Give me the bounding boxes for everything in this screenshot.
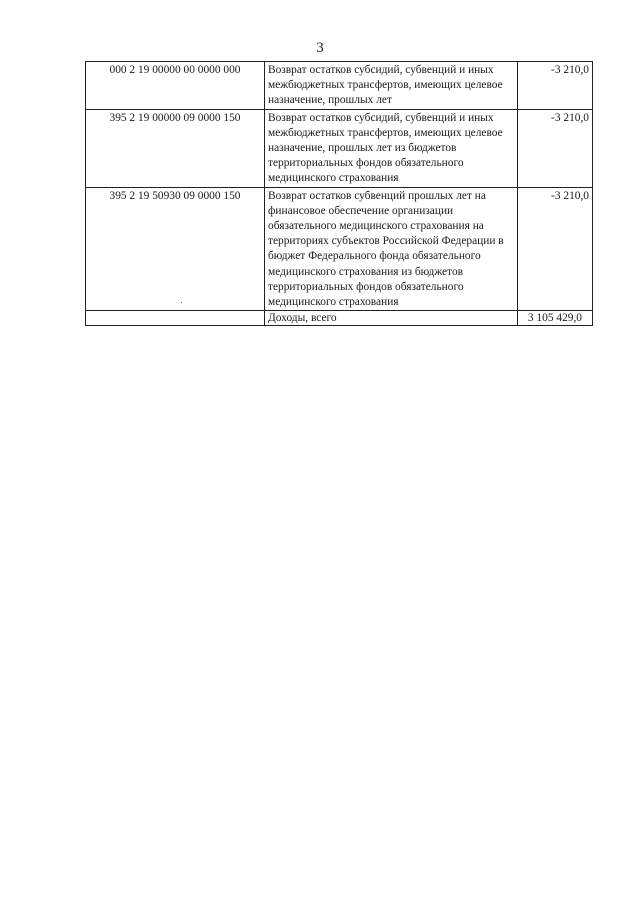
table-row (86, 62, 593, 110)
budget-code-cell: 395 2 19 00000 09 0000 150 (86, 109, 265, 187)
budget-code-cell: 395 2 19 50930 09 0000 150 (86, 187, 265, 311)
table-row (86, 109, 593, 187)
total-code-cell (86, 311, 265, 326)
table-row (86, 187, 593, 311)
amount-cell: -3 210,0 (518, 187, 593, 311)
revenue-name-cell: Возврат остатков субвенций прошлых лет на финансовое обеспечение организации обязательного медицинского страхования на территориях субъектов Российской Федерации в бюджет Федерального фонда обязательного медицинского страхования из бюджетов территориальных фондов обязательного медицинского страхования (265, 187, 518, 311)
revenue-name-cell: Возврат остатков субсидий, субвенций и иных межбюджетных трансфертов, имеющих целевое назначение, прошлых лет (265, 62, 518, 110)
amount-cell: -3 210,0 (518, 62, 593, 110)
revenue-table (85, 61, 593, 326)
total-label-cell: Доходы, всего (265, 311, 518, 326)
page-number: 3 (316, 40, 324, 56)
revenue-name-cell: Возврат остатков субсидий, субвенций и иных межбюджетных трансфертов, имеющих целевое назначение, прошлых лет из бюджетов территориальных фондов обязательного медицинского страхования (265, 109, 518, 187)
total-amount-cell: 3 105 429,0 (518, 311, 593, 326)
budget-code-cell: 000 2 19 00000 00 0000 000 (86, 62, 265, 110)
scan-speck (181, 302, 182, 303)
amount-cell: -3 210,0 (518, 109, 593, 187)
total-row (86, 311, 593, 326)
